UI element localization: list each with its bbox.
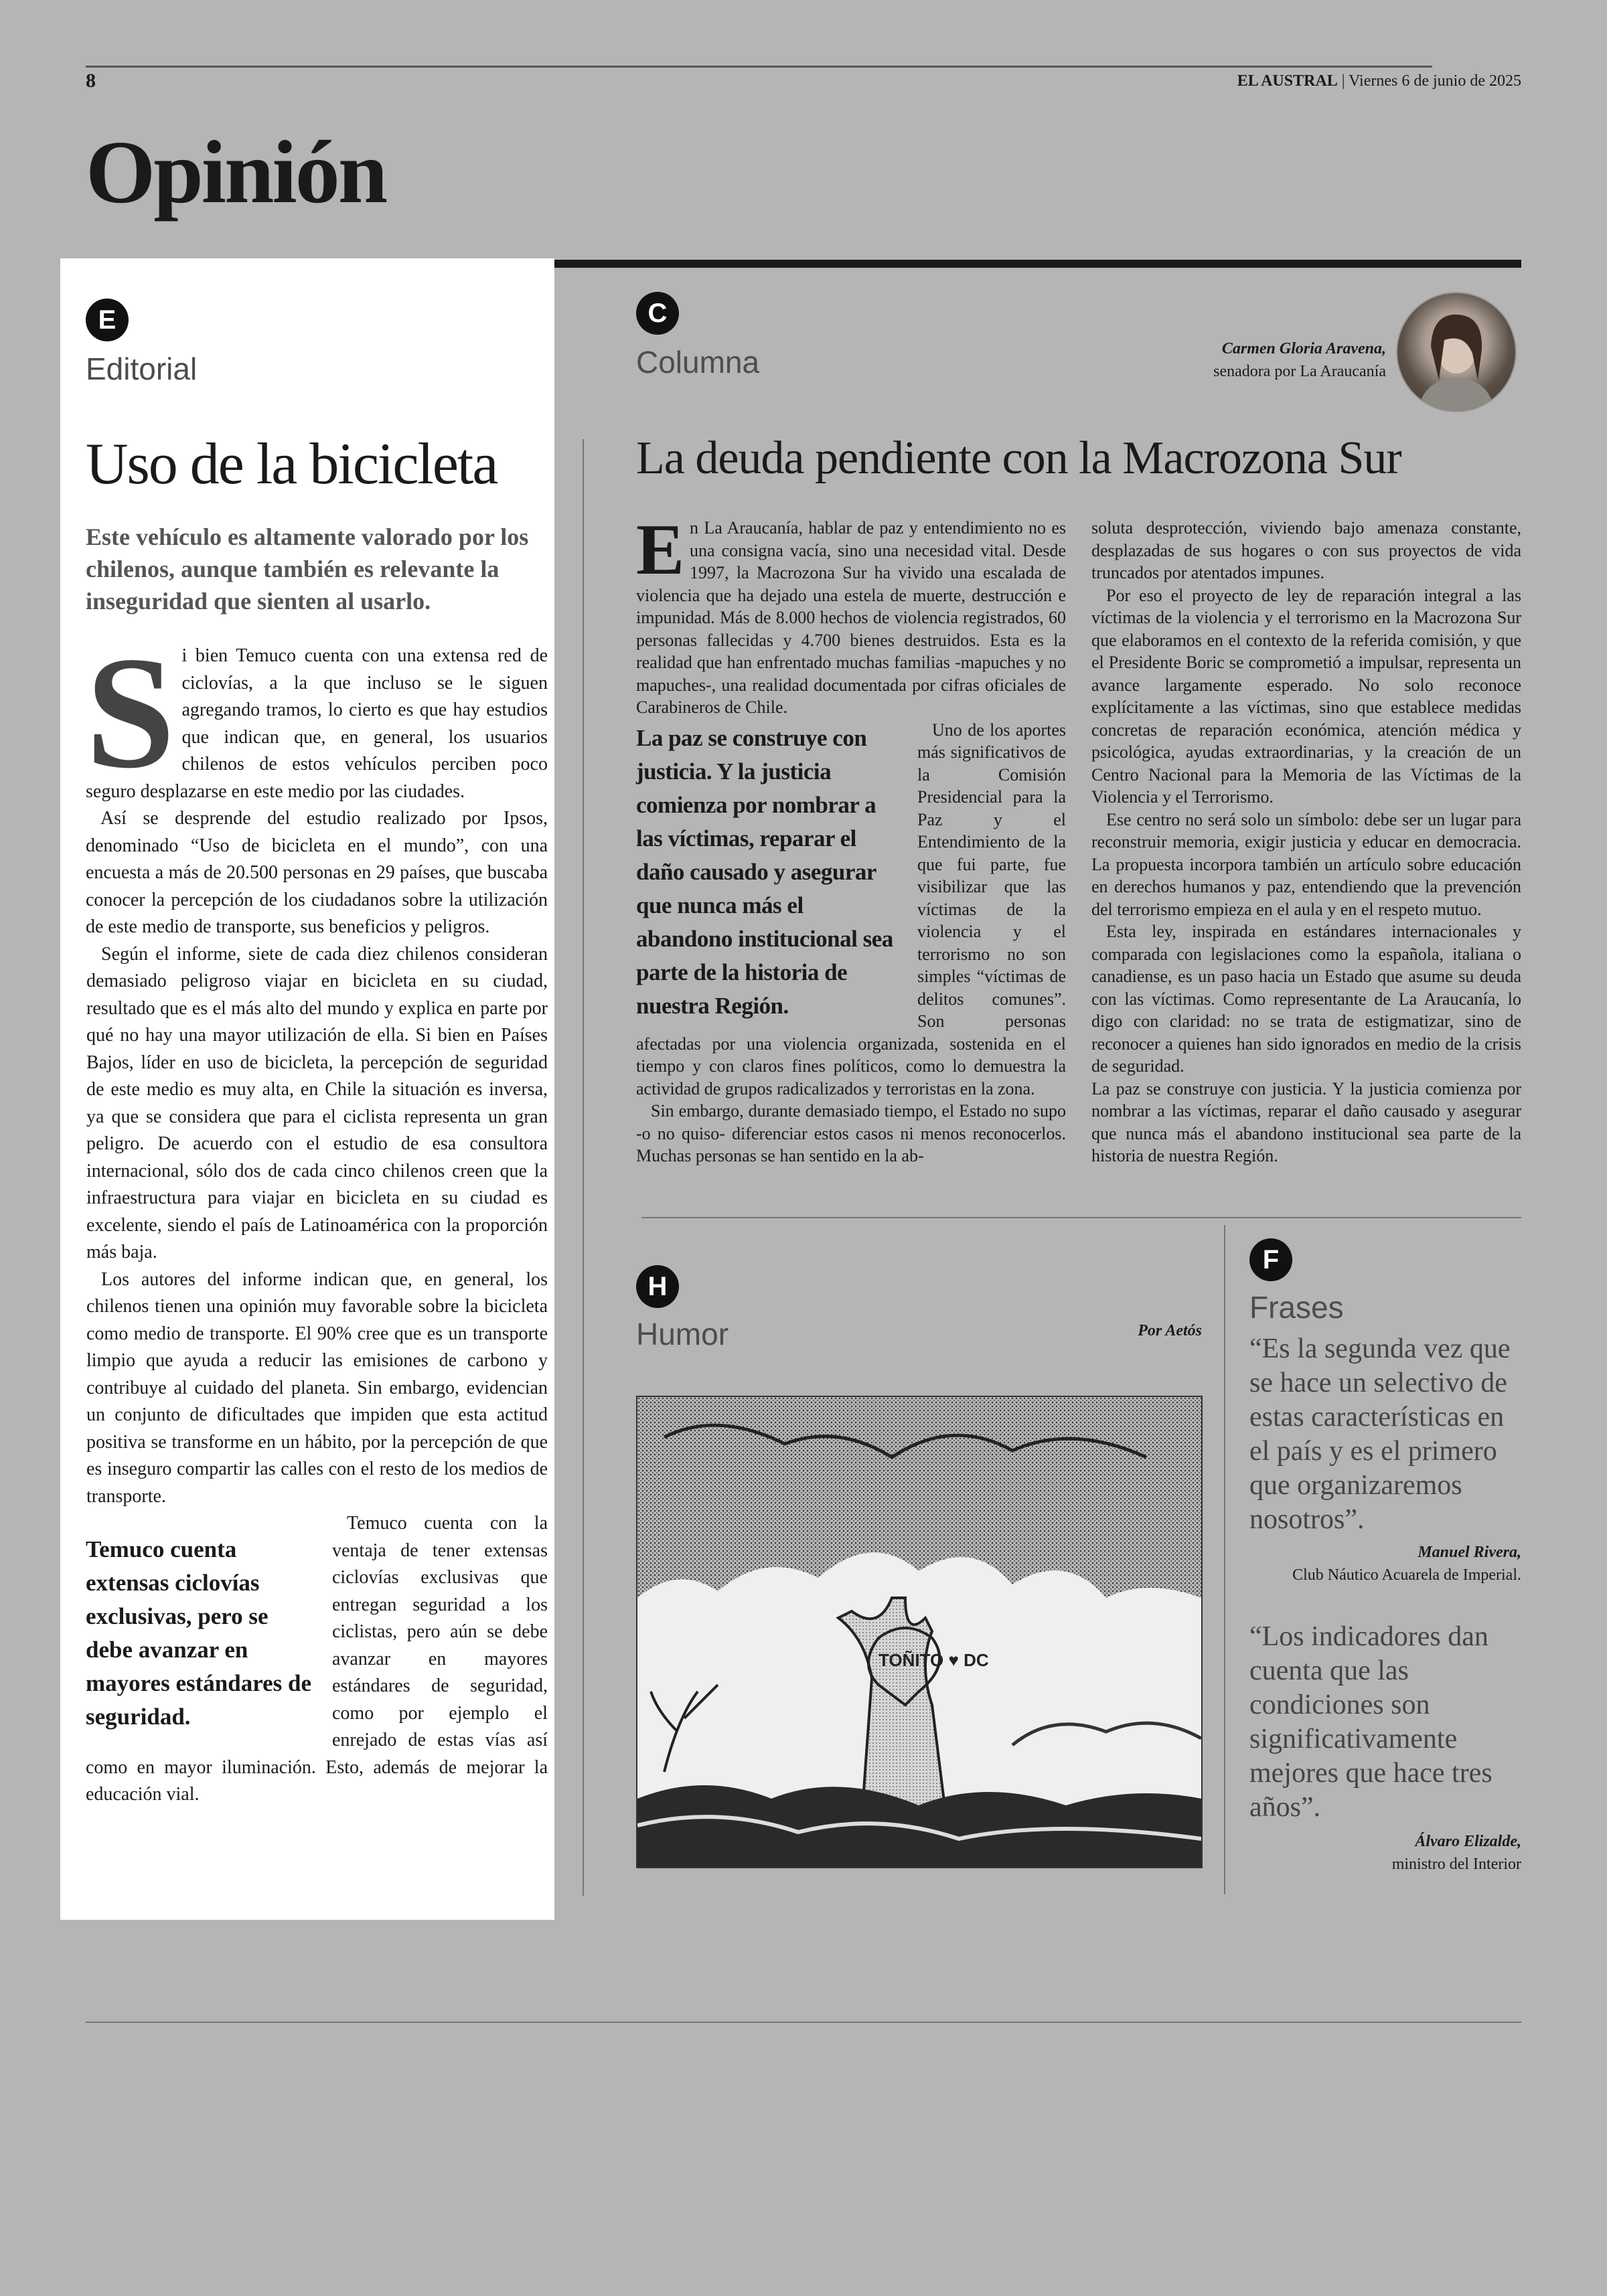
section-title: Opinión [86, 122, 386, 222]
editorial-paragraph: Si bien Temuco cuenta con una extensa red de ciclovías, a la que incluso se le siguen agregando tramos, lo cierto es que hay estudios que indican que, en general, los usuarios chilenos de estos vehículos perciben poco seguro desplazarse en este medio por las ciudades. [86, 623, 548, 802]
humor-kicker: Humor [636, 1317, 729, 1351]
bottom-rule [86, 2022, 1521, 2023]
quote-author-role: ministro del Interior [1391, 1856, 1521, 1873]
editorial-paragraph: Los autores del informe indican que, en general, los chilenos tienen una opinión muy favorable sobre la bicicleta como medio de transporte. El 90% cree que es un transporte limpio que ayuda a reducir las emisiones de carbono y contribuye al cuidado del planeta. Sin embargo, evidencian un conjunto de dificultades que impiden que esta actitud positiva se transforme en un hábito, por la percepción de que es inseguro compartir las calles con el resto de los medios de transporte. [86, 1268, 548, 1507]
column-paragraph: Ese centro no será solo un símbolo: debe ser un lugar para reconstruir memoria, exigir justicia y educar en democracia. La propuesta incorpora también un artículo sobre educación en derechos humanos y paz, entendiendo que la prevención del terrorismo empieza en el aula y en el respeto mutuo. [1091, 809, 1521, 919]
editorial-dropcap: S [86, 623, 175, 801]
editorial-paragraph: Así se desprende del estudio realizado por Ipsos, denominado “Uso de bicicleta en el mundo”, con una encuesta a más de 20.500 personas en 29 países, que buscaba conocer la percepción de los ciudadanos sobre la utilización de este medio de transporte, sus beneficios y peligros. [86, 808, 548, 937]
column-divider [1224, 1225, 1225, 1894]
editorial-paragraph: Temuco cuenta con la ventaja de tener extensas ciclovías exclusivas que entregan seguridad a los ciclistas, pero aún se debe avanzar en mayores estándares de seguridad, como por ejemplo el enrejado de estas vías así como en mayor iluminación. Esto, además de mejorar la educación vial. [86, 1513, 548, 1805]
column-pullquote: La paz se construye con justicia. Y la justicia comienza por nombrar a las víctimas, reparar el daño causado y asegurar que nunca más el abandono institucional sea parte de la historia de nuestra Región. [636, 724, 893, 1019]
editorial-paragraph: Según el informe, siete de cada diez chilenos consideran demasiado peligroso viajar en bicicleta en su ciudad, resultado que es el más alto del mundo y explica en parte por qué no hay una mayor utilización de ella. Si bien en Países Bajos, líder en uso de bicicleta, la percepción de seguridad de este medio es muy alta, en Chile la situación es inversa, ya que se considera que para el ciclista representa un gran peligro. De acuerdo con el estudio de esa consultora internacional, sólo dos de cada cinco chilenos creen que la infraestructura para viajar en bicicleta en su ciudad es excelente, siendo el país de Latinoamérica con la proporción más baja. [86, 943, 548, 1262]
quote-text: “Es la segunda vez que se hace un selectivo de estas características en el país y es el primero que organizaremos nosotros”. [1249, 1333, 1511, 1535]
column-paragraph: Sin embargo, durante demasiado tiempo, el Estado no supo -o no quiso- diferenciar estos casos ni menos reconocerlos. Muchas personas se han sentido en la ab- [636, 1101, 1066, 1165]
tree-cartoon-icon [637, 1397, 1201, 1867]
column-paragraph: soluta desprotección, viviendo bajo amenaza constante, desplazadas de sus hogares o con sus proyectos de vida truncados por atentados impunes. [1091, 518, 1521, 582]
column-body-right [1091, 517, 1521, 1167]
editorial-pullquote: Temuco cuenta extensas ciclovías exclusivas, pero se debe avanzar en mayores estándares de seguridad. [86, 1536, 312, 1730]
frases-badge: F [1249, 1238, 1292, 1281]
author-portrait-icon [1397, 293, 1515, 411]
column-dropcap: E [636, 510, 685, 590]
publication-date: | Viernes 6 de junio de 2025 [1337, 72, 1521, 90]
editorial-body [86, 623, 548, 1809]
column-headline: La deuda pendiente con la Macrozona Sur [636, 432, 1401, 484]
quote-author-role: Club Náutico Acuarela de Imperial. [1292, 1566, 1521, 1584]
section-divider [641, 1217, 1521, 1218]
column-kicker: Columna [636, 345, 760, 380]
page-number: 8 [86, 70, 96, 92]
author-avatar [1396, 292, 1517, 412]
column-badge: C [636, 292, 679, 335]
quote-author-name: Álvaro Elizalde, [1415, 1833, 1521, 1850]
column-paragraph: En La Araucanía, hablar de paz y entendimiento no es una consigna vacía, sino una necesidad vital. Desde 1997, la Macrozona Sur ha vivido una escalada de violencia que ha dejado una estela de muerte, destrucción e impunidad. Más de 8.000 hechos de violencia registrados, 60 personas fallecidas y 4.700 bienes destruidos. Esta es la realidad que han enfrentado muchas familias -mapuches y no mapuches-, una realidad documentada por cifras oficiales de Carabineros de Chile. [636, 510, 1066, 717]
frases-kicker: Frases [1249, 1290, 1344, 1325]
column-paragraph: Uno de los aportes más significativos de la Comisión Presidencial para la Paz y el Entendimiento de la que fui parte, fue visibilizar que las víctimas de la violencia y el terrorismo no son simples “víctimas de delitos comunes”. Son personas afectadas por una violencia organizada, sostenida en el tiempo y con claros fines políticos, como lo demuestra la actividad de grupos radicalizados y terroristas en la zona. [636, 720, 1066, 1098]
masthead [1237, 72, 1521, 90]
editorial-badge: E [86, 299, 129, 341]
humor-badge: H [636, 1265, 679, 1308]
column-divider [583, 439, 584, 1896]
quote-text: “Los indicadores dan cuenta que las condiciones son significativamente mejores que hace tres años”. [1249, 1621, 1493, 1823]
publication-name: EL AUSTRAL [1237, 72, 1338, 90]
humor-byline: Por Aetós [1138, 1322, 1202, 1339]
editorial-headline: Uso de la bicicleta [86, 432, 498, 497]
quote-author-name: Manuel Rivera, [1418, 1544, 1521, 1561]
column-paragraph: Esta ley, inspirada en estándares internacionales y comparada con legislaciones como la española, italiana o canadiense, es un paso hacia un Estado que asume su deuda con las víctimas. Como representante de La Araucanía, lo digo con claridad: no se trata de estigmatizar, sino de reconocer a quienes han sido ignorados en medio de la crisis de seguridad. [1091, 922, 1521, 1076]
column-paragraph: La paz se construye con justicia. Y la justicia comienza por nombrar a las víctimas, reparar el daño causado y asegurar que nunca más el abandono institucional sea parte de la historia de nuestra Región. [1091, 1078, 1521, 1165]
column-paragraph: Por eso el proyecto de ley de reparación integral a las víctimas de la violencia y el terrorismo en la Macrozona Sur que elaboramos en el contexto de la referida comisión, y que el Presidente Boric se comprometió a impulsar, representa un avance largamente esperado. No solo reconoce explícitamente a las víctimas, sino que establece medidas concretas de reparación económica, atención médica y psicológica, ayudas extraordinarias, y la creación de un Centro Nacional para la Memoria de las Víctimas de la Violencia y el Terrorismo. [1091, 585, 1521, 807]
author-role: senadora por La Araucanía [1213, 363, 1386, 380]
humor-cartoon [636, 1396, 1203, 1868]
tree-carving: TOÑITO ♥ DC [878, 1650, 989, 1670]
editorial-kicker: Editorial [86, 351, 198, 386]
column-body-left [636, 510, 1066, 1167]
author-name: Carmen Gloria Aravena, [1221, 340, 1386, 357]
editorial-deck: Este vehículo es altamente valorado por los chilenos, aunque también es relevante la inseguridad que sienten al usarlo. [86, 523, 529, 614]
top-rule [86, 66, 1432, 68]
